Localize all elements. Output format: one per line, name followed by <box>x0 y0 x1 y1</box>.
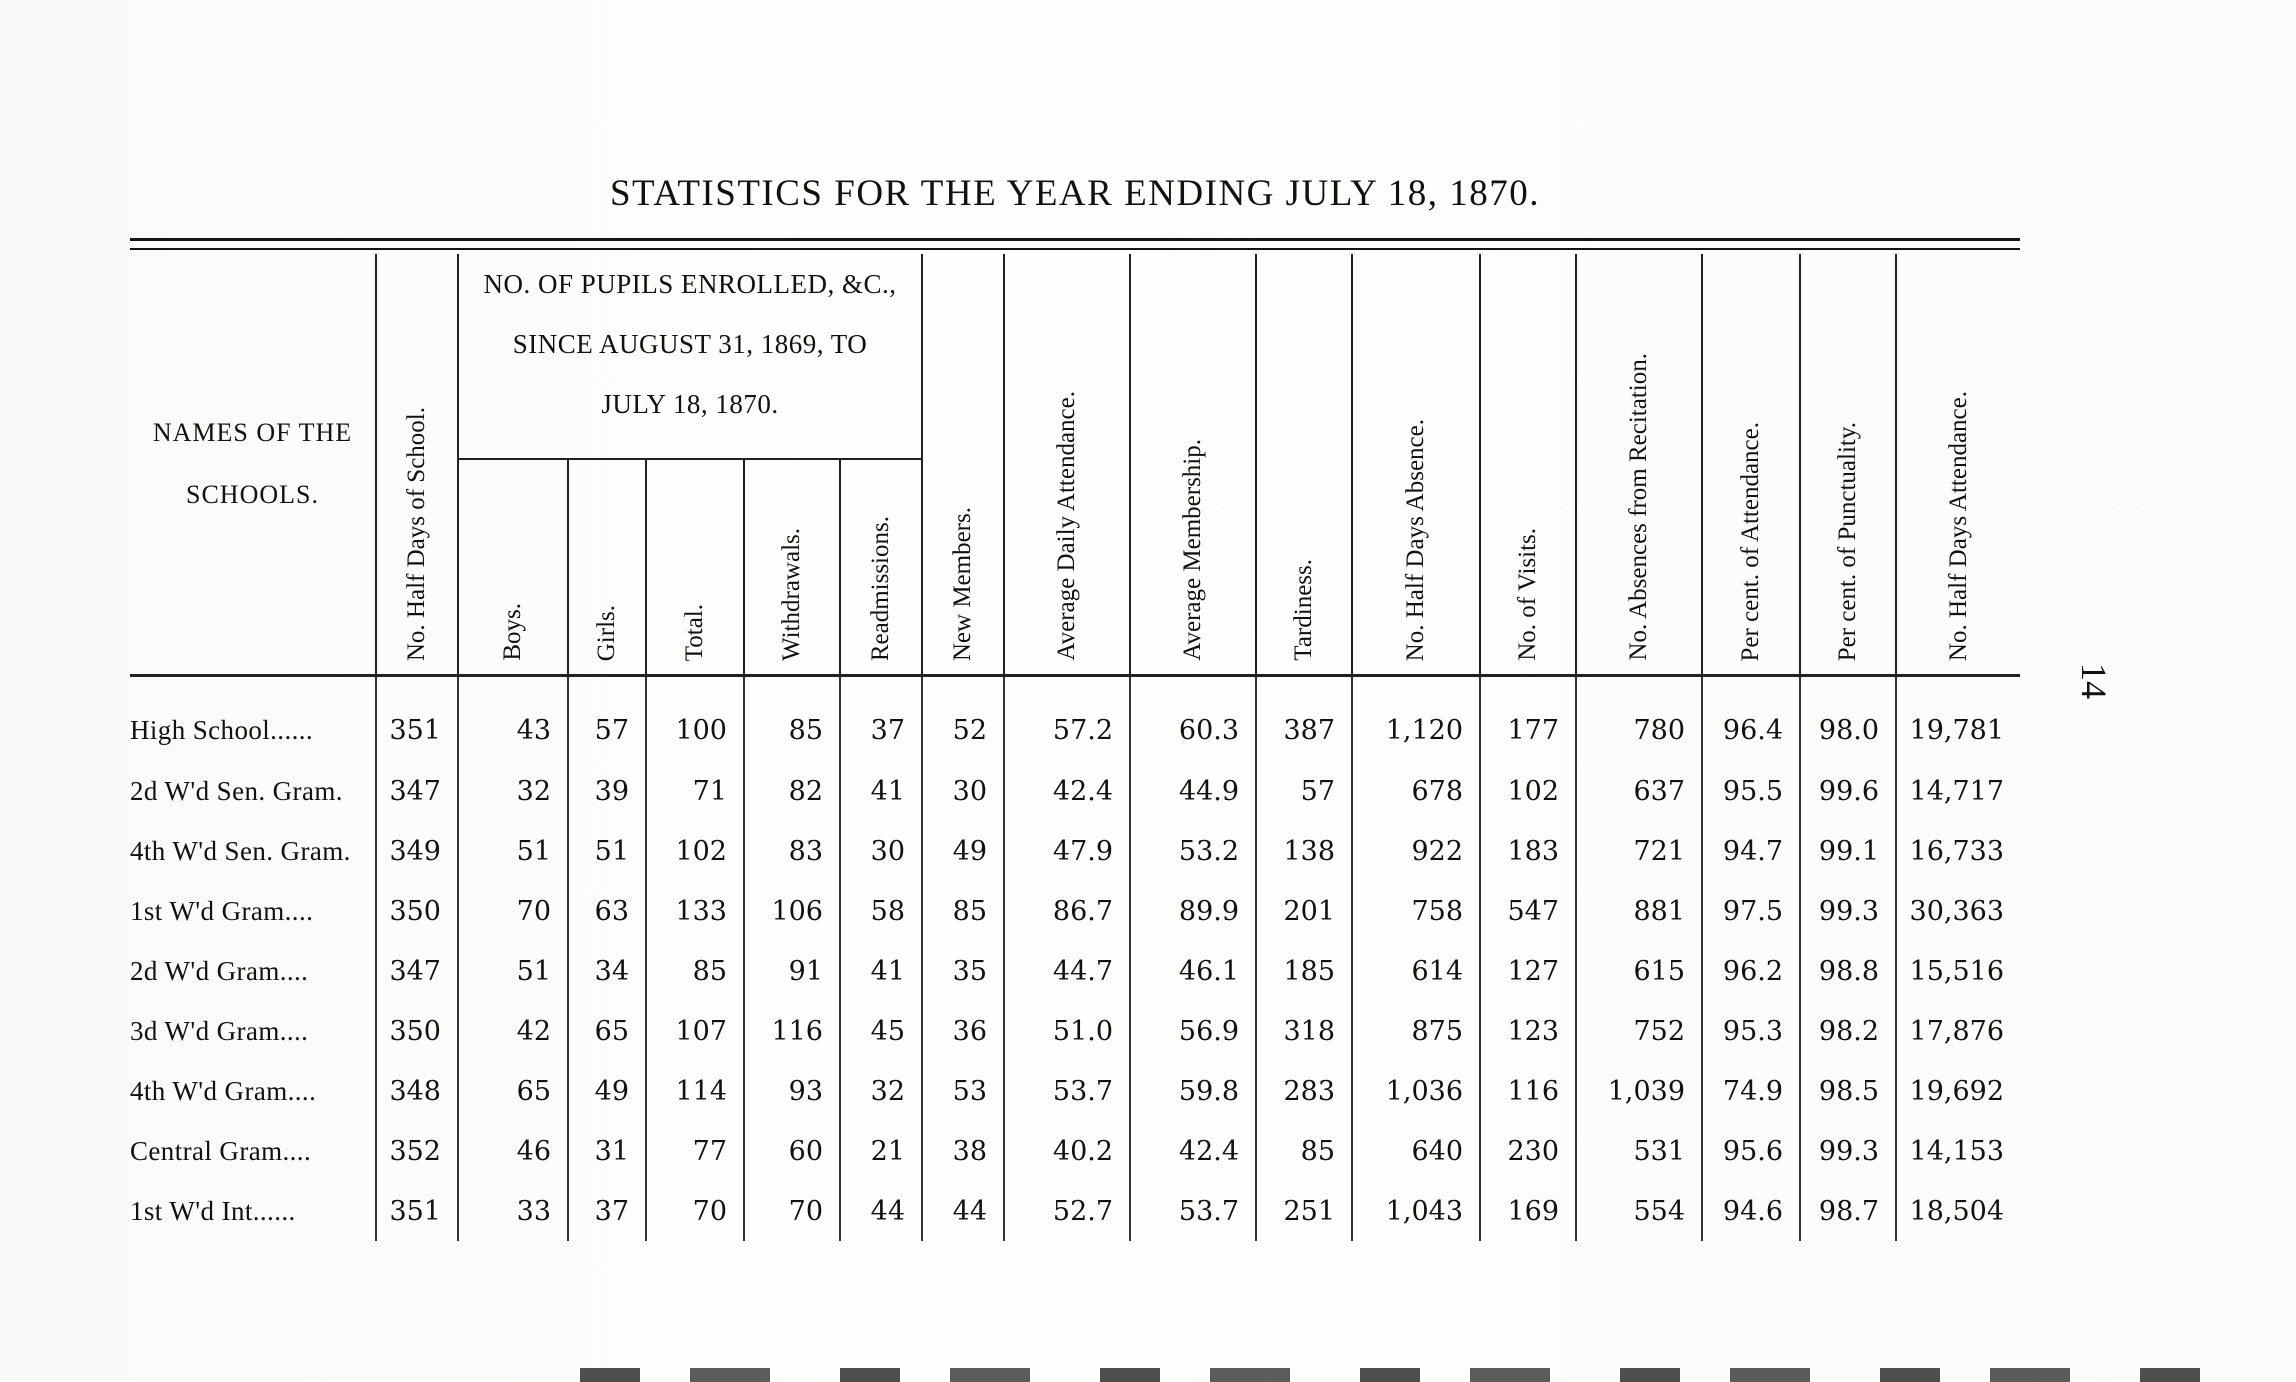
header-half-days-attendance: No. Half Days Attendance. <box>1896 254 2020 676</box>
table-cell: 47.9 <box>1004 821 1130 881</box>
header-half-days-absence: No. Half Days Absence. <box>1352 254 1480 676</box>
table-cell: 922 <box>1352 821 1480 881</box>
table-cell: 14,717 <box>1896 761 2020 821</box>
school-name-cell: Central Gram.... <box>130 1135 312 1166</box>
table-cell: 51 <box>458 821 568 881</box>
table-cell: 33 <box>458 1181 568 1241</box>
table-cell: 637 <box>1576 761 1702 821</box>
table-cell: 65 <box>568 1001 646 1061</box>
table-cell: 614 <box>1352 941 1480 1001</box>
table-cell: 40.2 <box>1004 1121 1130 1181</box>
table-cell: 42.4 <box>1004 761 1130 821</box>
table-cell: 97.5 <box>1702 881 1800 941</box>
table-cell: 91 <box>744 941 840 1001</box>
table-cell: 96.4 <box>1702 676 1800 762</box>
table-cell: 351 <box>376 676 458 762</box>
header-percent-attendance: Per cent. of Attendance. <box>1702 254 1800 676</box>
table-cell: 387 <box>1256 676 1352 762</box>
table-cell: 49 <box>568 1061 646 1121</box>
table-cell: 77 <box>646 1121 744 1181</box>
header-average-daily-attendance: Average Daily Attendance. <box>1004 254 1130 676</box>
table-cell: 133 <box>646 881 744 941</box>
table-row <box>130 821 2020 881</box>
table-cell: 116 <box>1480 1061 1576 1121</box>
table-cell: 19,781 <box>1896 676 2020 762</box>
table-cell: 70 <box>744 1181 840 1241</box>
table-row <box>130 1061 2020 1121</box>
table-cell: 85 <box>1256 1121 1352 1181</box>
table-cell: 44 <box>840 1181 922 1241</box>
table-cell: 63 <box>568 881 646 941</box>
table-cell: 185 <box>1256 941 1352 1001</box>
table-cell: 348 <box>376 1061 458 1121</box>
table-cell: 89.9 <box>1130 881 1256 941</box>
table-cell: 60.3 <box>1130 676 1256 762</box>
table-cell: 547 <box>1480 881 1576 941</box>
table-cell: 99.3 <box>1800 881 1896 941</box>
school-name-cell: 1st W'd Gram.... <box>130 895 314 926</box>
table-cell: 51.0 <box>1004 1001 1130 1061</box>
table-cell: 116 <box>744 1001 840 1061</box>
table-cell: 352 <box>376 1121 458 1181</box>
table-cell: 51 <box>458 941 568 1001</box>
table-cell: 169 <box>1480 1181 1576 1241</box>
table-cell: 107 <box>646 1001 744 1061</box>
table-row <box>130 1121 2020 1181</box>
header-withdrawals: Withdrawals. <box>744 459 840 676</box>
table-cell: 53.2 <box>1130 821 1256 881</box>
table-row <box>130 676 2020 762</box>
table-cell: 58 <box>840 881 922 941</box>
table-cell: 18,504 <box>1896 1181 2020 1241</box>
table-cell: 38 <box>922 1121 1004 1181</box>
table-cell: 251 <box>1256 1181 1352 1241</box>
table-cell: 56.9 <box>1130 1001 1256 1061</box>
table-cell: 34 <box>568 941 646 1001</box>
table-cell: 85 <box>646 941 744 1001</box>
table-cell: 85 <box>744 676 840 762</box>
table-cell: 70 <box>646 1181 744 1241</box>
table-cell: 32 <box>458 761 568 821</box>
table-row <box>130 1001 2020 1061</box>
table-cell: 349 <box>376 821 458 881</box>
table-cell: 98.2 <box>1800 1001 1896 1061</box>
table-cell: 96.2 <box>1702 941 1800 1001</box>
table-cell: 531 <box>1576 1121 1702 1181</box>
table-cell: 351 <box>376 1181 458 1241</box>
table-cell: 57 <box>568 676 646 762</box>
table-cell: 780 <box>1576 676 1702 762</box>
statistics-table <box>130 254 2020 1241</box>
table-cell: 721 <box>1576 821 1702 881</box>
header-new-members: New Members. <box>922 254 1004 676</box>
table-cell: 95.5 <box>1702 761 1800 821</box>
table-cell: 41 <box>840 761 922 821</box>
table-cell: 102 <box>1480 761 1576 821</box>
table-cell: 43 <box>458 676 568 762</box>
table-cell: 30 <box>922 761 1004 821</box>
table-cell: 875 <box>1352 1001 1480 1061</box>
table-cell: 57 <box>1256 761 1352 821</box>
table-cell: 46.1 <box>1130 941 1256 1001</box>
table-cell: 53.7 <box>1004 1061 1130 1121</box>
school-name-cell: 3d W'd Gram.... <box>130 1015 309 1046</box>
table-cell: 31 <box>568 1121 646 1181</box>
title-rule-thick <box>130 238 2020 241</box>
header-total: Total. <box>646 459 744 676</box>
table-cell: 57.2 <box>1004 676 1130 762</box>
table-cell: 82 <box>744 761 840 821</box>
table-cell: 114 <box>646 1061 744 1121</box>
table-row <box>130 941 2020 1001</box>
table-cell: 752 <box>1576 1001 1702 1061</box>
table-cell: 350 <box>376 881 458 941</box>
table-cell: 1,039 <box>1576 1061 1702 1121</box>
header-boys: Boys. <box>458 459 568 676</box>
table-cell: 881 <box>1576 881 1702 941</box>
table-cell: 19,692 <box>1896 1061 2020 1121</box>
table-cell: 53 <box>922 1061 1004 1121</box>
table-cell: 678 <box>1352 761 1480 821</box>
school-name-cell: 4th W'd Gram.... <box>130 1075 317 1106</box>
table-cell: 318 <box>1256 1001 1352 1061</box>
table-cell: 98.7 <box>1800 1181 1896 1241</box>
table-cell: 177 <box>1480 676 1576 762</box>
table-cell: 99.6 <box>1800 761 1896 821</box>
table-cell: 230 <box>1480 1121 1576 1181</box>
table-cell: 52 <box>922 676 1004 762</box>
table-cell: 127 <box>1480 941 1576 1001</box>
table-cell: 70 <box>458 881 568 941</box>
table-cell: 74.9 <box>1702 1061 1800 1121</box>
table-cell: 30 <box>840 821 922 881</box>
table-cell: 100 <box>646 676 744 762</box>
title-rule-thin <box>130 248 2020 250</box>
table-cell: 102 <box>646 821 744 881</box>
table-cell: 37 <box>840 676 922 762</box>
header-girls: Girls. <box>568 459 646 676</box>
table-cell: 71 <box>646 761 744 821</box>
table-cell: 1,043 <box>1352 1181 1480 1241</box>
table-cell: 44.9 <box>1130 761 1256 821</box>
school-name-cell: High School...... <box>130 714 314 745</box>
table-cell: 86.7 <box>1004 881 1130 941</box>
table-cell: 95.3 <box>1702 1001 1800 1061</box>
table-cell: 42.4 <box>1130 1121 1256 1181</box>
table-cell: 15,516 <box>1896 941 2020 1001</box>
table-cell: 94.6 <box>1702 1181 1800 1241</box>
table-row <box>130 1181 2020 1241</box>
school-name-cell: 4th W'd Sen. Gram. <box>130 835 351 866</box>
table-cell: 65 <box>458 1061 568 1121</box>
table-cell: 44 <box>922 1181 1004 1241</box>
school-name-cell: 2d W'd Sen. Gram. <box>130 775 343 806</box>
table-cell: 21 <box>840 1121 922 1181</box>
table-cell: 44.7 <box>1004 941 1130 1001</box>
table-cell: 1,036 <box>1352 1061 1480 1121</box>
table-cell: 41 <box>840 941 922 1001</box>
table-cell: 98.8 <box>1800 941 1896 1001</box>
table-cell: 183 <box>1480 821 1576 881</box>
table-body <box>130 676 2020 1242</box>
table-cell: 93 <box>744 1061 840 1121</box>
table-cell: 99.3 <box>1800 1121 1896 1181</box>
header-tardiness: Tardiness. <box>1256 254 1352 676</box>
pupils-enrolled-group-header: NO. OF PUPILS ENROLLED, &C., SINCE AUGUST 31, 1869, TO JULY 18, 1870. <box>458 254 922 459</box>
table-cell: 30,363 <box>1896 881 2020 941</box>
table-cell: 98.0 <box>1800 676 1896 762</box>
table-row <box>130 761 2020 821</box>
table-cell: 37 <box>568 1181 646 1241</box>
table-cell: 350 <box>376 1001 458 1061</box>
table-cell: 46 <box>458 1121 568 1181</box>
table-row <box>130 881 2020 941</box>
header-percent-punctuality: Per cent. of Punctuality. <box>1800 254 1896 676</box>
table-cell: 53.7 <box>1130 1181 1256 1241</box>
table-cell: 52.7 <box>1004 1181 1130 1241</box>
header-average-membership: Average Membership. <box>1130 254 1256 676</box>
table-cell: 1,120 <box>1352 676 1480 762</box>
table-cell: 758 <box>1352 881 1480 941</box>
names-of-schools-header: NAMES OF THE SCHOOLS. <box>130 254 376 676</box>
school-name-cell: 2d W'd Gram.... <box>130 955 309 986</box>
table-cell: 14,153 <box>1896 1121 2020 1181</box>
table-cell: 17,876 <box>1896 1001 2020 1061</box>
table-cell: 138 <box>1256 821 1352 881</box>
table-cell: 283 <box>1256 1061 1352 1121</box>
table-cell: 59.8 <box>1130 1061 1256 1121</box>
table-cell: 60 <box>744 1121 840 1181</box>
table-cell: 98.5 <box>1800 1061 1896 1121</box>
header-visits: No. of Visits. <box>1480 254 1576 676</box>
table-cell: 123 <box>1480 1001 1576 1061</box>
table-cell: 201 <box>1256 881 1352 941</box>
table-cell: 42 <box>458 1001 568 1061</box>
table-cell: 99.1 <box>1800 821 1896 881</box>
header-half-days-of-school: No. Half Days of School. <box>376 254 458 676</box>
table-cell: 39 <box>568 761 646 821</box>
table-cell: 45 <box>840 1001 922 1061</box>
table-cell: 640 <box>1352 1121 1480 1181</box>
table-cell: 83 <box>744 821 840 881</box>
table-cell: 106 <box>744 881 840 941</box>
table-cell: 51 <box>568 821 646 881</box>
header-readmissions: Readmissions. <box>840 459 922 676</box>
table-cell: 95.6 <box>1702 1121 1800 1181</box>
table-cell: 32 <box>840 1061 922 1121</box>
table-cell: 347 <box>376 761 458 821</box>
table-cell: 94.7 <box>1702 821 1800 881</box>
table-cell: 615 <box>1576 941 1702 1001</box>
table-cell: 554 <box>1576 1181 1702 1241</box>
table-cell: 49 <box>922 821 1004 881</box>
school-name-cell: 1st W'd Int...... <box>130 1195 296 1226</box>
table-cell: 35 <box>922 941 1004 1001</box>
table-cell: 36 <box>922 1001 1004 1061</box>
table-cell: 16,733 <box>1896 821 2020 881</box>
page-title: STATISTICS FOR THE YEAR ENDING JULY 18, 1870. <box>609 173 1540 214</box>
page-number: 14 <box>2074 663 2114 699</box>
header-absences-from-recitation: No. Absences from Recitation. <box>1576 254 1702 676</box>
table-cell: 85 <box>922 881 1004 941</box>
table-cell: 347 <box>376 941 458 1001</box>
